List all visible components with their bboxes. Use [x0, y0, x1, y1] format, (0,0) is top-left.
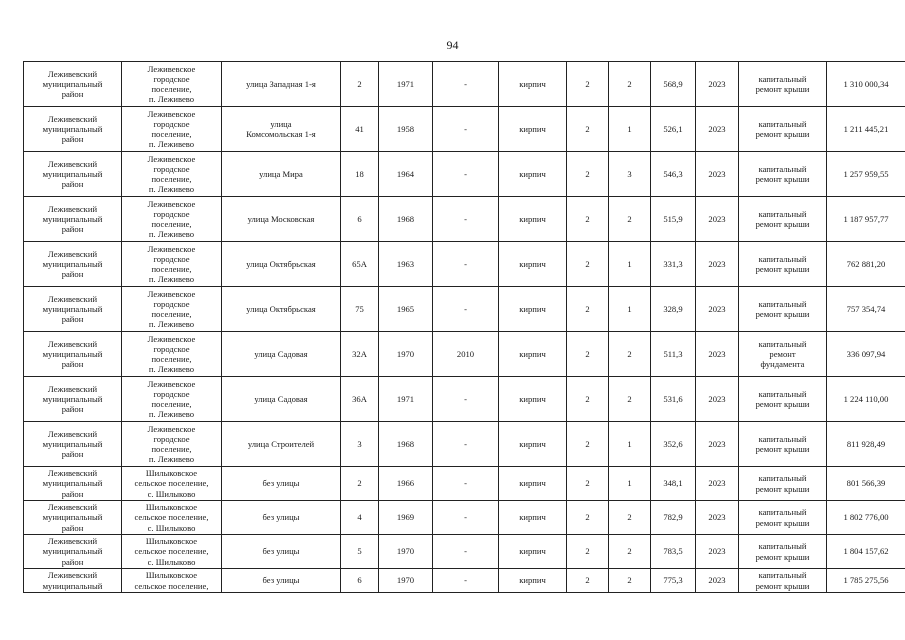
cell-house: 3 [341, 422, 379, 467]
cell-year-built: 1963 [379, 242, 433, 287]
cell-material: кирпич [499, 107, 567, 152]
cell-district: Леживевский муниципальный район [24, 197, 122, 242]
cell-cost: 1 785 275,56 [827, 569, 905, 593]
cell-work-type: капитальный ремонт крыши [739, 569, 827, 593]
cell-floors: 2 [567, 535, 609, 569]
cell-floors: 2 [567, 467, 609, 501]
cell-work-type: капитальный ремонт крыши [739, 287, 827, 332]
cell-house: 4 [341, 501, 379, 535]
cell-entrances: 1 [609, 467, 651, 501]
cell-material: кирпич [499, 332, 567, 377]
cell-year-reconstr: - [433, 467, 499, 501]
cell-cost: 336 097,94 [827, 332, 905, 377]
cell-district: Леживевский муниципальный район [24, 377, 122, 422]
cell-plan-year: 2023 [696, 467, 739, 501]
cell-plan-year: 2023 [696, 422, 739, 467]
cell-house: 18 [341, 152, 379, 197]
cell-cost: 811 928,49 [827, 422, 905, 467]
cell-street: без улицы [222, 501, 341, 535]
cell-house: 32А [341, 332, 379, 377]
cell-entrances: 1 [609, 422, 651, 467]
cell-year-reconstr: - [433, 242, 499, 287]
cell-settlement: Леживевское городское поселение, п. Леживево [122, 62, 222, 107]
cell-year-built: 1971 [379, 62, 433, 107]
cell-floors: 2 [567, 501, 609, 535]
cell-house: 2 [341, 467, 379, 501]
cell-year-reconstr: - [433, 62, 499, 107]
cell-street: улица Западная 1-я [222, 62, 341, 107]
cell-cost: 757 354,74 [827, 287, 905, 332]
cell-floors: 2 [567, 377, 609, 422]
cell-year-built: 1968 [379, 422, 433, 467]
cell-entrances: 2 [609, 377, 651, 422]
cell-settlement: Леживевское городское поселение, п. Леживево [122, 152, 222, 197]
cell-floors: 2 [567, 332, 609, 377]
table-row [24, 569, 905, 593]
cell-year-built: 1958 [379, 107, 433, 152]
cell-work-type: капитальный ремонт крыши [739, 501, 827, 535]
cell-entrances: 2 [609, 501, 651, 535]
cell-settlement: Шилыковское сельское поселение, [122, 569, 222, 593]
cell-entrances: 3 [609, 152, 651, 197]
cell-house: 6 [341, 197, 379, 242]
cell-material: кирпич [499, 62, 567, 107]
cell-year-built: 1968 [379, 197, 433, 242]
cell-plan-year: 2023 [696, 242, 739, 287]
cell-street: улица Садовая [222, 377, 341, 422]
table-row [24, 62, 905, 107]
cell-settlement: Леживевское городское поселение, п. Леживево [122, 332, 222, 377]
cell-area: 783,5 [651, 535, 696, 569]
table-row [24, 501, 905, 535]
cell-house: 36А [341, 377, 379, 422]
cell-area: 546,3 [651, 152, 696, 197]
cell-area: 526,1 [651, 107, 696, 152]
cell-entrances: 2 [609, 569, 651, 593]
cell-cost: 1 310 000,34 [827, 62, 905, 107]
cell-plan-year: 2023 [696, 107, 739, 152]
cell-cost: 1 804 157,62 [827, 535, 905, 569]
cell-floors: 2 [567, 287, 609, 332]
cell-material: кирпич [499, 569, 567, 593]
cell-district: Леживевский муниципальный район [24, 422, 122, 467]
cell-district: Леживевский муниципальный район [24, 152, 122, 197]
cell-street: улица Октябрьская [222, 242, 341, 287]
cell-settlement: Шилыковское сельское поселение, с. Шилыково [122, 467, 222, 501]
cell-area: 531,6 [651, 377, 696, 422]
page-number: 94 [446, 38, 459, 52]
cell-cost: 762 881,20 [827, 242, 905, 287]
cell-area: 775,3 [651, 569, 696, 593]
cell-work-type: капитальный ремонт крыши [739, 467, 827, 501]
cell-year-built: 1965 [379, 287, 433, 332]
cell-district: Леживевский муниципальный район [24, 242, 122, 287]
table-row [24, 467, 905, 501]
cell-plan-year: 2023 [696, 377, 739, 422]
cell-year-built: 1971 [379, 377, 433, 422]
cell-street: без улицы [222, 535, 341, 569]
cell-street: без улицы [222, 467, 341, 501]
cell-cost: 1 211 445,21 [827, 107, 905, 152]
cell-material: кирпич [499, 535, 567, 569]
cell-year-built: 1964 [379, 152, 433, 197]
cell-area: 782,9 [651, 501, 696, 535]
cell-material: кирпич [499, 197, 567, 242]
cell-area: 348,1 [651, 467, 696, 501]
cell-settlement: Шилыковское сельское поселение, с. Шилыково [122, 501, 222, 535]
cell-settlement: Леживевское городское поселение, п. Леживево [122, 242, 222, 287]
cell-year-built: 1970 [379, 535, 433, 569]
cell-district: Леживевский муниципальный район [24, 467, 122, 501]
cell-work-type: капитальный ремонт крыши [739, 535, 827, 569]
cell-settlement: Леживевское городское поселение, п. Леживево [122, 107, 222, 152]
cell-floors: 2 [567, 242, 609, 287]
cell-year-reconstr: - [433, 377, 499, 422]
cell-year-reconstr: 2010 [433, 332, 499, 377]
cell-entrances: 2 [609, 197, 651, 242]
cell-entrances: 2 [609, 332, 651, 377]
cell-year-built: 1966 [379, 467, 433, 501]
cell-material: кирпич [499, 377, 567, 422]
cell-house: 75 [341, 287, 379, 332]
cell-settlement: Леживевское городское поселение, п. Леживево [122, 197, 222, 242]
cell-plan-year: 2023 [696, 197, 739, 242]
cell-cost: 1 187 957,77 [827, 197, 905, 242]
cell-year-built: 1970 [379, 332, 433, 377]
cell-year-built: 1969 [379, 501, 433, 535]
cell-district: Леживевский муниципальный район [24, 62, 122, 107]
cell-material: кирпич [499, 422, 567, 467]
table-row [24, 242, 905, 287]
cell-plan-year: 2023 [696, 535, 739, 569]
cell-material: кирпич [499, 242, 567, 287]
cell-plan-year: 2023 [696, 332, 739, 377]
cell-district: Леживевский муниципальный район [24, 107, 122, 152]
cell-material: кирпич [499, 467, 567, 501]
cell-plan-year: 2023 [696, 62, 739, 107]
cell-street: улица Московская [222, 197, 341, 242]
cell-area: 568,9 [651, 62, 696, 107]
cell-street: улица Комсомольская 1-я [222, 107, 341, 152]
cell-house: 6 [341, 569, 379, 593]
cell-house: 65А [341, 242, 379, 287]
cell-area: 515,9 [651, 197, 696, 242]
cell-floors: 2 [567, 422, 609, 467]
cell-settlement: Шилыковское сельское поселение, с. Шилыково [122, 535, 222, 569]
cell-floors: 2 [567, 569, 609, 593]
cell-floors: 2 [567, 152, 609, 197]
cell-street: улица Строителей [222, 422, 341, 467]
cell-year-reconstr: - [433, 535, 499, 569]
cell-cost: 1 224 110,00 [827, 377, 905, 422]
table-row [24, 422, 905, 467]
cell-year-reconstr: - [433, 197, 499, 242]
cell-work-type: капитальный ремонт крыши [739, 107, 827, 152]
cell-floors: 2 [567, 62, 609, 107]
cell-plan-year: 2023 [696, 152, 739, 197]
table-row [24, 107, 905, 152]
cell-floors: 2 [567, 197, 609, 242]
cell-settlement: Леживевское городское поселение, п. Леживево [122, 377, 222, 422]
cell-district: Леживевский муниципальный район [24, 535, 122, 569]
cell-area: 352,6 [651, 422, 696, 467]
table-row [24, 377, 905, 422]
cell-plan-year: 2023 [696, 501, 739, 535]
cell-entrances: 1 [609, 242, 651, 287]
cell-entrances: 2 [609, 535, 651, 569]
cell-house: 5 [341, 535, 379, 569]
cell-work-type: капитальный ремонт крыши [739, 197, 827, 242]
cell-street: без улицы [222, 569, 341, 593]
cell-area: 328,9 [651, 287, 696, 332]
cell-entrances: 1 [609, 287, 651, 332]
cell-street: улица Мира [222, 152, 341, 197]
cell-year-reconstr: - [433, 107, 499, 152]
cell-work-type: капитальный ремонт крыши [739, 242, 827, 287]
cell-area: 331,3 [651, 242, 696, 287]
cell-area: 511,3 [651, 332, 696, 377]
cell-work-type: капитальный ремонт крыши [739, 422, 827, 467]
cell-floors: 2 [567, 107, 609, 152]
cell-house: 41 [341, 107, 379, 152]
cell-year-reconstr: - [433, 501, 499, 535]
cell-cost: 801 566,39 [827, 467, 905, 501]
cell-year-reconstr: - [433, 152, 499, 197]
cell-year-reconstr: - [433, 569, 499, 593]
cell-year-reconstr: - [433, 422, 499, 467]
table-row [24, 287, 905, 332]
housing-repair-table [23, 61, 905, 593]
cell-entrances: 1 [609, 107, 651, 152]
cell-work-type: капитальный ремонт крыши [739, 152, 827, 197]
cell-cost: 1 802 776,00 [827, 501, 905, 535]
cell-district: Леживевский муниципальный район [24, 332, 122, 377]
cell-house: 2 [341, 62, 379, 107]
cell-material: кирпич [499, 287, 567, 332]
table-row [24, 535, 905, 569]
cell-settlement: Леживевское городское поселение, п. Леживево [122, 287, 222, 332]
cell-district: Леживевский муниципальный район [24, 501, 122, 535]
cell-work-type: капитальный ремонт крыши [739, 62, 827, 107]
cell-district: Леживевский муниципальный район [24, 287, 122, 332]
cell-material: кирпич [499, 152, 567, 197]
cell-plan-year: 2023 [696, 569, 739, 593]
cell-year-built: 1970 [379, 569, 433, 593]
cell-material: кирпич [499, 501, 567, 535]
cell-year-reconstr: - [433, 287, 499, 332]
cell-settlement: Леживевское городское поселение, п. Леживево [122, 422, 222, 467]
cell-entrances: 2 [609, 62, 651, 107]
cell-work-type: капитальный ремонт фундамента [739, 332, 827, 377]
cell-district: Леживевский муниципальный [24, 569, 122, 593]
cell-street: улица Октябрьская [222, 287, 341, 332]
table-row [24, 332, 905, 377]
cell-cost: 1 257 959,55 [827, 152, 905, 197]
cell-work-type: капитальный ремонт крыши [739, 377, 827, 422]
table-row [24, 197, 905, 242]
table-row [24, 152, 905, 197]
cell-street: улица Садовая [222, 332, 341, 377]
cell-plan-year: 2023 [696, 287, 739, 332]
